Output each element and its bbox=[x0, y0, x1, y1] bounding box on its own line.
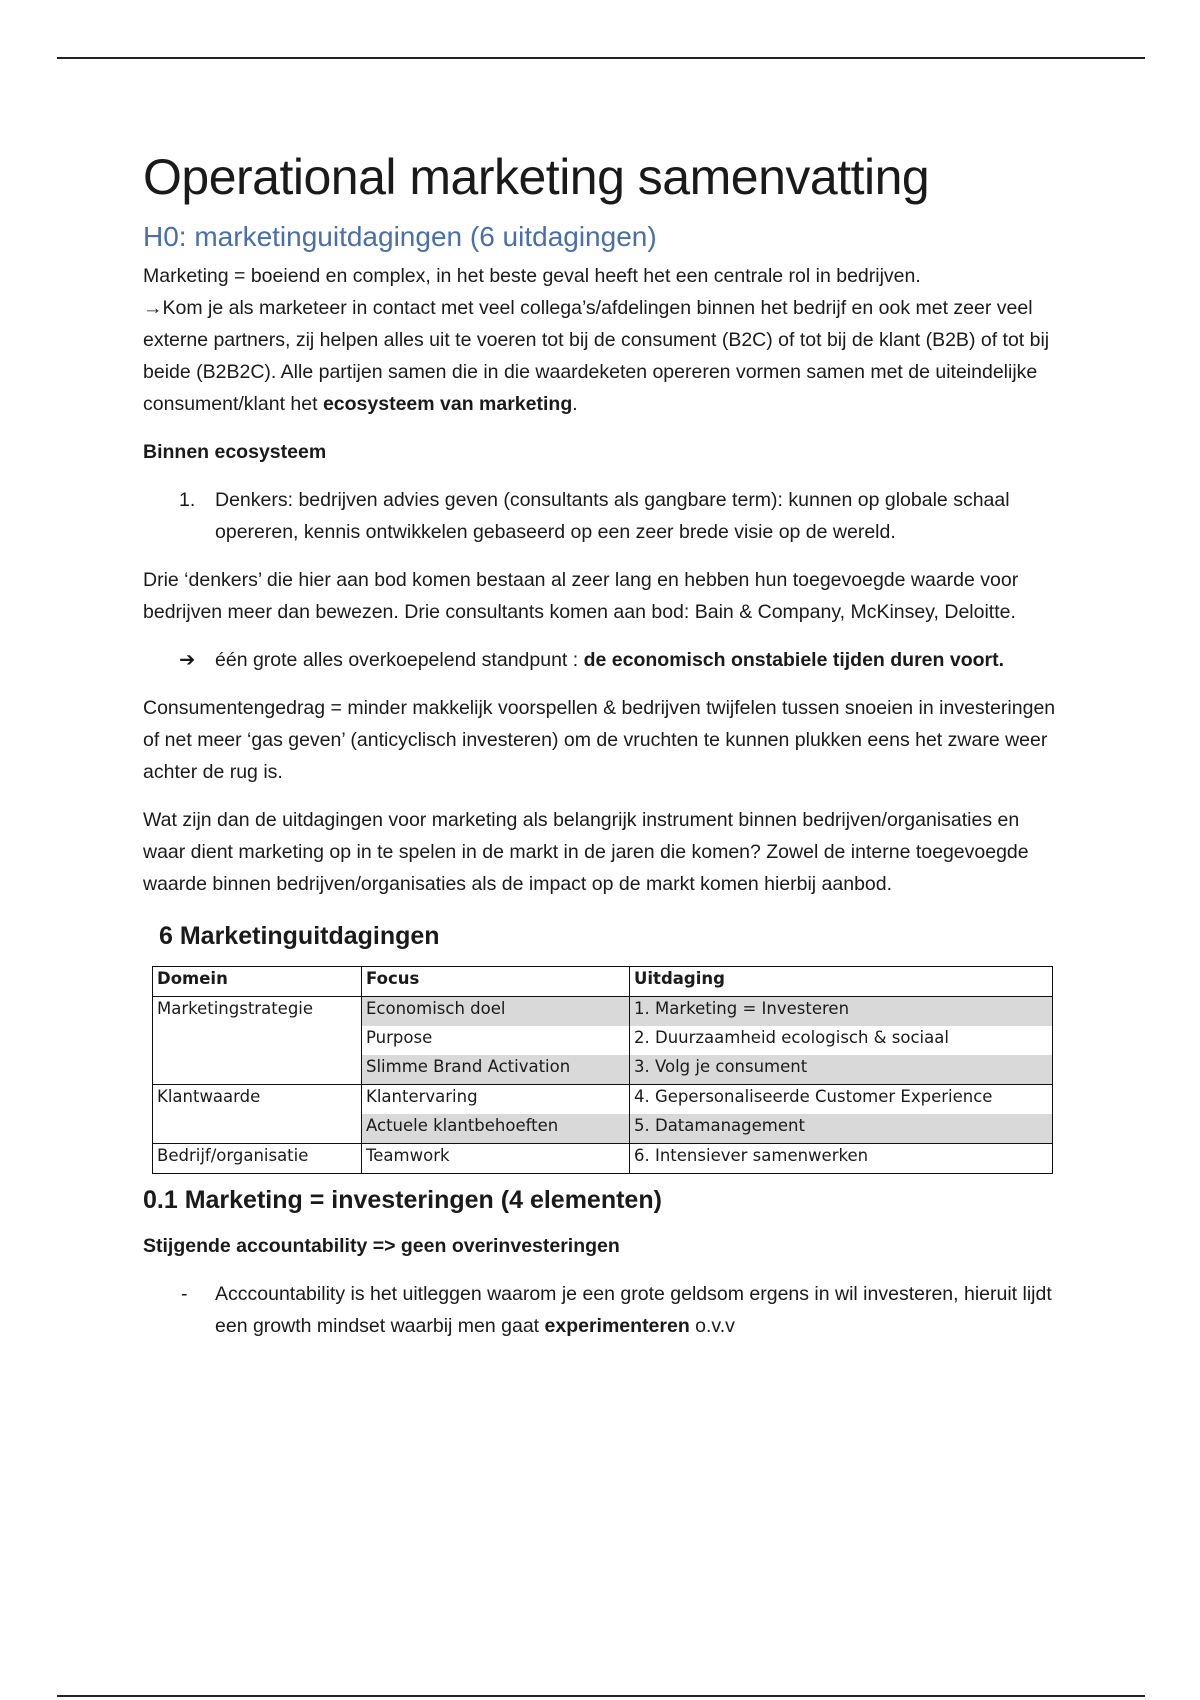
dash-bullet bbox=[143, 1278, 1063, 1342]
cell-focus: Slimme Brand Activation bbox=[362, 1055, 630, 1085]
uitdagingen-paragraph: Wat zijn dan de uitdagingen voor marketing als belangrijk instrument binnen bedrijven/organisaties en waar dient marketing op in te spelen in de markt in de jaren die komen? Zowel de interne toegevoegde waarde binnen bedrijven/organisaties als de impact op de markt komen hierbij aanbod. bbox=[143, 809, 1029, 895]
cell-focus: Klantervaring bbox=[362, 1085, 630, 1115]
intro-line-2: →Kom je als marketeer in contact met veel collega’s/afdelingen binnen het bedrijf en ook met zeer veel externe partners, zij helpen alles uit te voeren tot bij de consument (B2C) of tot bij de klant (B2B) of tot bij beide (B2B2C). Alle partijen samen die in die waardeketen opereren vormen samen met de uiteindelijke consument/klant het bbox=[143, 297, 1050, 415]
cell-uitdaging: 6. Intensiever samenwerken bbox=[630, 1144, 1053, 1174]
intro-end: . bbox=[572, 393, 578, 415]
arrow-text: één grote alles overkoepelend standpunt : bbox=[215, 649, 584, 671]
header-uitdaging: Uitdaging bbox=[630, 967, 1053, 997]
intro-line-1: Marketing = boeiend en complex, in het beste geval heeft het een centrale rol in bedrijven. bbox=[143, 265, 921, 287]
footer-rule bbox=[57, 1695, 1145, 1697]
document-body bbox=[143, 148, 1063, 1342]
arrow-bullet bbox=[143, 644, 1063, 676]
table-row bbox=[153, 1085, 1053, 1115]
table-row bbox=[153, 1144, 1053, 1174]
header-rule bbox=[57, 57, 1145, 59]
binnen-heading: Binnen ecosysteem bbox=[143, 441, 327, 463]
list-item bbox=[143, 484, 1063, 548]
intro-bold: ecosysteem van marketing bbox=[322, 393, 573, 415]
cell-focus: Actuele klantbehoeften bbox=[362, 1114, 630, 1144]
cell-uitdaging: 1. Marketing = Investeren bbox=[630, 997, 1053, 1027]
arrow-icon: ➔ bbox=[179, 649, 196, 671]
table-header-row bbox=[153, 967, 1053, 997]
cell-focus: Economisch doel bbox=[362, 997, 630, 1027]
table-row bbox=[153, 1114, 1053, 1144]
cell-uitdaging: 5. Datamanagement bbox=[630, 1114, 1053, 1144]
document-title: Operational marketing samenvatting bbox=[143, 149, 930, 205]
dash-bold: experimenteren bbox=[544, 1315, 690, 1337]
cell-uitdaging: 3. Volg je consument bbox=[630, 1055, 1053, 1085]
header-domein: Domein bbox=[153, 967, 362, 997]
section-0-1-heading: 0.1 Marketing = investeringen (4 elementen) bbox=[143, 1186, 662, 1214]
cell-domein: Bedrijf/organisatie bbox=[153, 1144, 362, 1174]
cell-uitdaging: 2. Duurzaamheid ecologisch & sociaal bbox=[630, 1026, 1053, 1055]
cell-domein bbox=[153, 1114, 362, 1144]
table-row bbox=[153, 1026, 1053, 1055]
six-challenges-heading: 6 Marketinguitdagingen bbox=[159, 922, 440, 950]
denkers-paragraph: Drie ‘denkers’ die hier aan bod komen bestaan al zeer lang en hebben hun toegevoegde waarde voor bedrijven meer dan bewezen. Drie consultants komen aan bod: Bain & Company, McKinsey, Deloitte. bbox=[143, 569, 1019, 623]
table-row bbox=[153, 997, 1053, 1027]
cell-uitdaging: 4. Gepersonaliseerde Customer Experience bbox=[630, 1085, 1053, 1115]
cell-focus: Purpose bbox=[362, 1026, 630, 1055]
challenges-table bbox=[152, 966, 1053, 1174]
chapter-heading: H0: marketinguitdagingen (6 uitdagingen) bbox=[143, 221, 657, 252]
arrow-bold: de economisch onstabiele tijden duren voort. bbox=[583, 649, 1005, 671]
dash-text: Acccountability is het uitleggen waarom je een grote geldsom ergens in wil investeren, hieruit lijdt een growth mindset waarbij men gaat bbox=[215, 1283, 1052, 1337]
dash-end: o.v.v bbox=[689, 1315, 735, 1337]
consumenten-paragraph: Consumentengedrag = minder makkelijk voorspellen & bedrijven twijfelen tussen snoeien in investeringen of net meer ‘gas geven’ (anticyclisch investeren) om de vruchten te kunnen plukken eens het zware weer achter de rug is. bbox=[143, 697, 1056, 783]
numbered-list bbox=[143, 484, 1063, 548]
cell-domein bbox=[153, 1026, 362, 1055]
list-number: 1. bbox=[179, 489, 196, 511]
list-text: Denkers: bedrijven advies geven (consultants als gangbare term): kunnen op globale schaal opereren, kennis ontwikkelen gebaseerd op een zeer brede visie op de wereld. bbox=[215, 489, 1010, 543]
dash-marker: - bbox=[181, 1283, 188, 1305]
cell-domein: Marketingstrategie bbox=[153, 997, 362, 1027]
stijgende-heading: Stijgende accountability => geen overinvesteringen bbox=[143, 1235, 620, 1257]
cell-domein: Klantwaarde bbox=[153, 1085, 362, 1115]
cell-domein bbox=[153, 1055, 362, 1085]
intro-paragraph bbox=[143, 260, 1063, 420]
table-row bbox=[153, 1055, 1053, 1085]
header-focus: Focus bbox=[362, 967, 630, 997]
cell-focus: Teamwork bbox=[362, 1144, 630, 1174]
